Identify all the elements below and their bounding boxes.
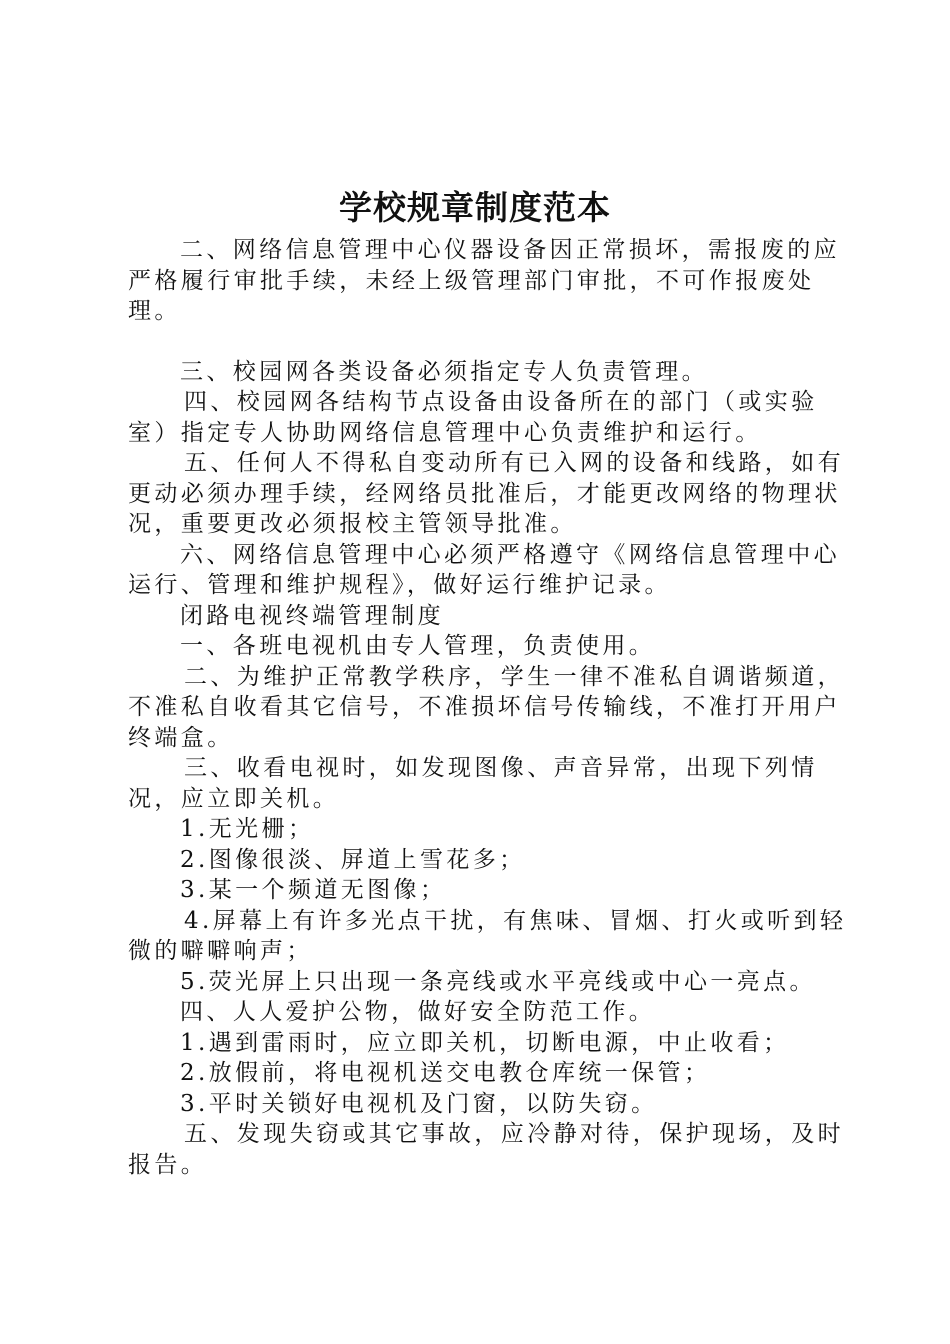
list-item: 5.荧光屏上只出现一条亮线或水平亮线或中心一亮点。: [180, 968, 816, 995]
list-item: 2.放假前，将电视机送交电教仓库统一保管；: [180, 1060, 711, 1086]
list-item: 4.屏幕上有许多光点干扰，有焦味、冒烟、打火或听到轻微的噼噼响声；: [128, 907, 847, 964]
list-item: 1.遇到雷雨时，应立即关机，切断电源，中止收看；: [180, 1029, 790, 1056]
paragraph: 二、网络信息管理中心仪器设备因正常损坏，需报废的应严格履行审批手续，未经上级管理部门审批，不可作报废处理。: [128, 237, 840, 324]
list-item: 2.图像很淡、屏道上雪花多；: [180, 846, 526, 873]
paragraph: 三、校园网各类设备必须指定专人负责管理。: [180, 358, 708, 385]
paragraph: 五、发现失窃或其它事故，应冷静对待，保护现场，及时报告。: [128, 1121, 844, 1178]
document-body: [128, 235, 848, 1180]
list-item: 1.无光栅；: [180, 816, 315, 842]
paragraph: 四、人人爱护公物，做好安全防范工作。: [180, 999, 656, 1025]
paragraph: 六、网络信息管理中心必须严格遵守《网络信息管理中心运行、管理和维护规程》，做好运行维护记录。: [128, 541, 840, 598]
paragraph: 四、校园网各结构节点设备由设备所在的部门（或实验室）指定专人协助网络信息管理中心负责维护和运行。: [128, 389, 818, 446]
paragraph: 三、收看电视时，如发现图像、声音异常，出现下列情况，应立即关机。: [128, 755, 818, 812]
list-item: 3.某一个频道无图像；: [180, 877, 447, 903]
paragraph-gap: [128, 327, 848, 357]
paragraph: 一、各班电视机由专人管理，负责使用。: [180, 633, 656, 659]
paragraph: 五、任何人不得私自变动所有已入网的设备和线路，如有更动必须办理手续，经网络员批准后，才能更改网络的物理状况，重要更改必须报校主管领导批准。: [128, 450, 844, 537]
document-title: 学校规章制度范本: [339, 188, 611, 227]
section-heading: 闭路电视终端管理制度: [180, 602, 444, 629]
list-item: 3.平时关锁好电视机及门窗，以防失窃。: [180, 1090, 658, 1117]
paragraph: 二、为维护正常教学秩序，学生一律不准私自调谐频道，不准私自收看其它信号，不准损坏信号传输线，不准打开用户终端盒。: [128, 663, 844, 751]
